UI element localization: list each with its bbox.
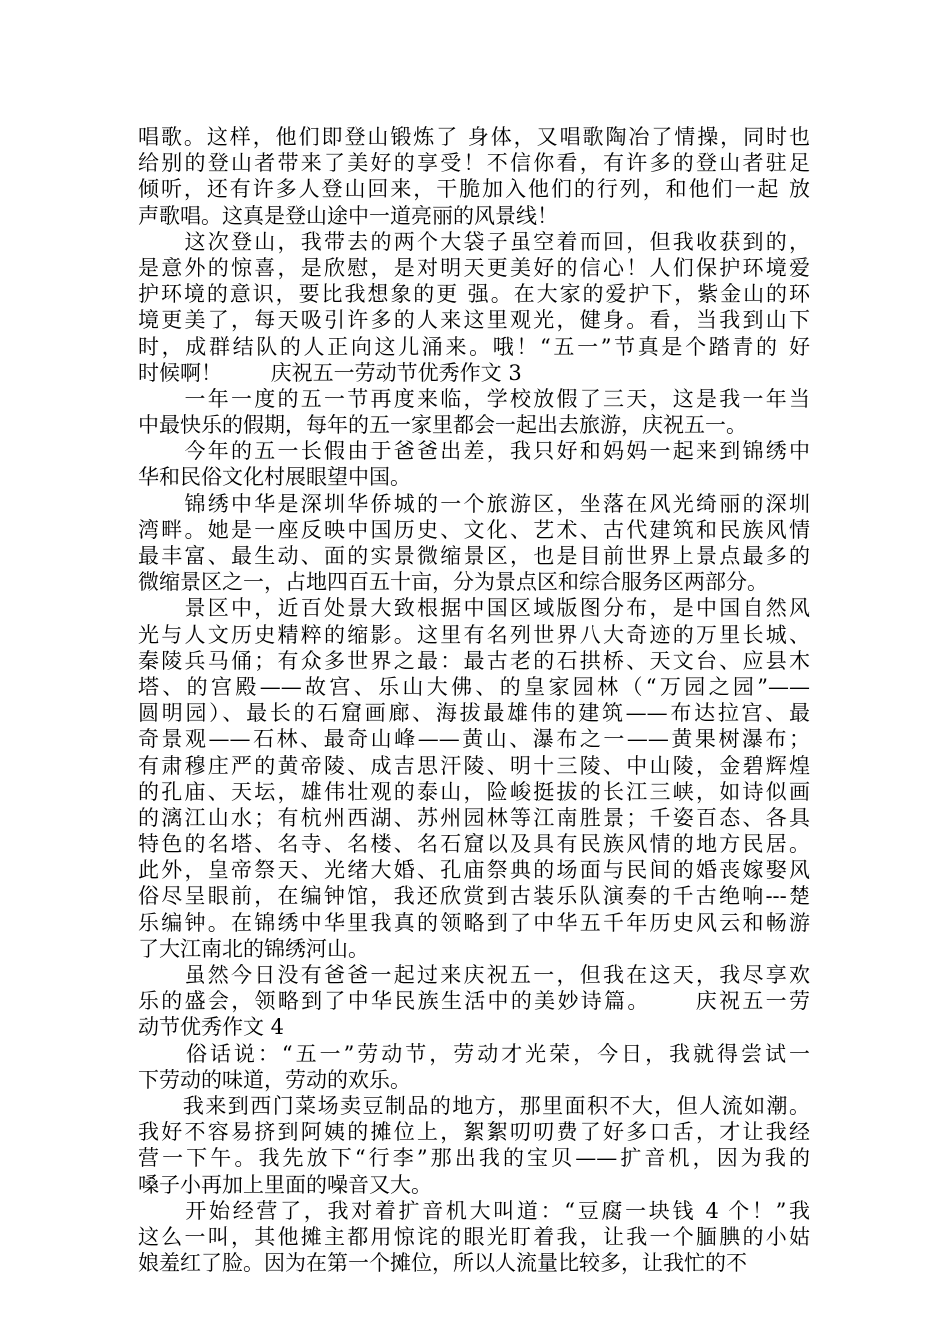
- text-line: 是意外的惊喜，是欣慰，是对明天更美好的信心！人们保护环境爱: [138, 255, 810, 280]
- text-line: 唱歌。这样，他们即登山锻炼了 身体，又唱歌陶冶了情操，同时也: [138, 125, 810, 149]
- text-line: 时，成群结队的人正向这儿涌来。哦！“五一”节真是个踏青的 好: [138, 334, 810, 359]
- text-line: 倾听，还有许多人登山回来，干脆加入他们的行列，和他们一起 放: [138, 177, 810, 202]
- text-line: 光与人文历史精粹的缩影。这里有名列世界八大奇迹的万里长城、: [138, 622, 810, 647]
- essay-text: [138, 124, 810, 1276]
- text-line: 中最快乐的假期，每年的五一家里都会一起出去旅游，庆祝五一。: [138, 413, 747, 438]
- text-line: 护环境的意识，要比我想象的更 强。在大家的爱护下，紫金山的环: [138, 282, 810, 307]
- text-line: 俗话说：“五一”劳动节，劳动才光荣，今日，我就得尝试一: [138, 1041, 810, 1066]
- text-line: 奇景观——石林、最奇山峰——黄山、瀑布之一——黄果树瀑布；: [138, 727, 810, 752]
- text-line: 这次登山，我带去的两个大袋子虽空着而回，但我收获到的，: [138, 229, 810, 254]
- text-line: 乐的盛会，领略到了中华民族生活中的美妙诗篇。 庆祝五一劳: [138, 989, 810, 1014]
- text-line: 景区中，近百处景大致根据中国区域版图分布，是中国自然风: [138, 596, 810, 621]
- text-line: 乐编钟。在锦绣中华里我真的领略到了中华五千年历史风云和畅游: [138, 910, 810, 935]
- text-line: 圆明园）、最长的石窟画廊、海拔最雄伟的建筑——布达拉宫、最: [138, 701, 810, 726]
- text-line: 特色的名塔、名寺、名楼、名石窟以及具有民族风情的地方民居。: [138, 832, 810, 857]
- text-line: 此外，皇帝祭天、光绪大婚、孔庙祭典的场面与民间的婚丧嫁娶风: [138, 858, 810, 883]
- text-line: 一年一度的五一节再度来临，学校放假了三天，这是我一年当: [138, 386, 810, 411]
- text-line: 秦陵兵马俑；有众多世界之最：最古老的石拱桥、天文台、应县木: [138, 648, 810, 673]
- text-line: 我好不容易挤到阿姨的摊位上，絮絮叨叨费了好多口舌，才让我经: [138, 1120, 810, 1145]
- text-line: 塔、的宫殿——故宫、乐山大佛、的皇家园林（“万园之园”——: [138, 674, 810, 699]
- text-line: 的孔庙、天坛，雄伟壮观的泰山，险峻挺拔的长江三峡，如诗似画: [138, 779, 810, 804]
- text-line: 锦绣中华是深圳华侨城的一个旅游区，坐落在风光绮丽的深圳: [138, 491, 810, 516]
- text-line: 俗尽呈眼前，在编钟馆，我还欣赏到古装乐队演奏的千古绝响---楚: [138, 884, 810, 909]
- text-line: 开始经营了，我对着扩音机大叫道：“豆腐一块钱 4 个！”我: [138, 1198, 810, 1223]
- text-line: 娘羞红了脸。因为在第一个摊位，所以人流量比较多，让我忙的不: [138, 1251, 747, 1276]
- text-line: 下劳动的味道，劳动的欢乐。: [138, 1067, 411, 1092]
- text-line: 的漓江山水；有杭州西湖、苏州园林等江南胜景；千姿百态、各具: [138, 805, 810, 830]
- text-line: 营一下午。我先放下“行李”那出我的宝贝——扩音机，因为我的: [138, 1146, 810, 1171]
- text-line: 微缩景区之一，占地四百五十亩，分为景点区和综合服务区两部分。: [138, 570, 768, 595]
- text-line: 声歌唱。这真是登山途中一道亮丽的风景线！: [138, 203, 558, 228]
- text-line: 时候啊！ 庆祝五一劳动节优秀作文 3: [138, 360, 522, 385]
- text-line: 境更美了，每天吸引许多的人来这里观光，健身。看，当我到山下: [138, 308, 810, 333]
- text-line: 今年的五一长假由于爸爸出差，我只好和妈妈一起来到锦绣中: [138, 439, 810, 464]
- text-line: 最丰富、最生动、面的实景微缩景区，也是目前世界上景点最多的: [138, 544, 810, 568]
- text-line: 给别的登山者带来了美好的享受！不信你看，有许多的登山者驻足: [138, 151, 810, 176]
- text-line: 华和民俗文化村展眼望中国。: [138, 465, 411, 490]
- text-line: 我来到西门菜场卖豆制品的地方，那里面积不大，但人流如潮。: [138, 1093, 810, 1118]
- text-line: 嗓子小再加上里面的噪音又大。: [138, 1172, 432, 1197]
- text-line: 动节优秀作文 4: [138, 1015, 285, 1040]
- text-line: 虽然今日没有爸爸一起过来庆祝五一，但我在这天，我尽享欢: [138, 963, 810, 987]
- text-line: 了大江南北的锦绣河山。: [138, 936, 369, 961]
- text-line: 这么一叫，其他摊主都用惊诧的眼光盯着我，让我一个腼腆的小姑: [138, 1224, 810, 1249]
- text-line: 有肃穆庄严的黄帝陵、成吉思汗陵、明十三陵、中山陵，金碧辉煌: [138, 753, 810, 778]
- text-line: 湾畔。她是一座反映中国历史、文化、艺术、古代建筑和民族风情: [138, 517, 810, 542]
